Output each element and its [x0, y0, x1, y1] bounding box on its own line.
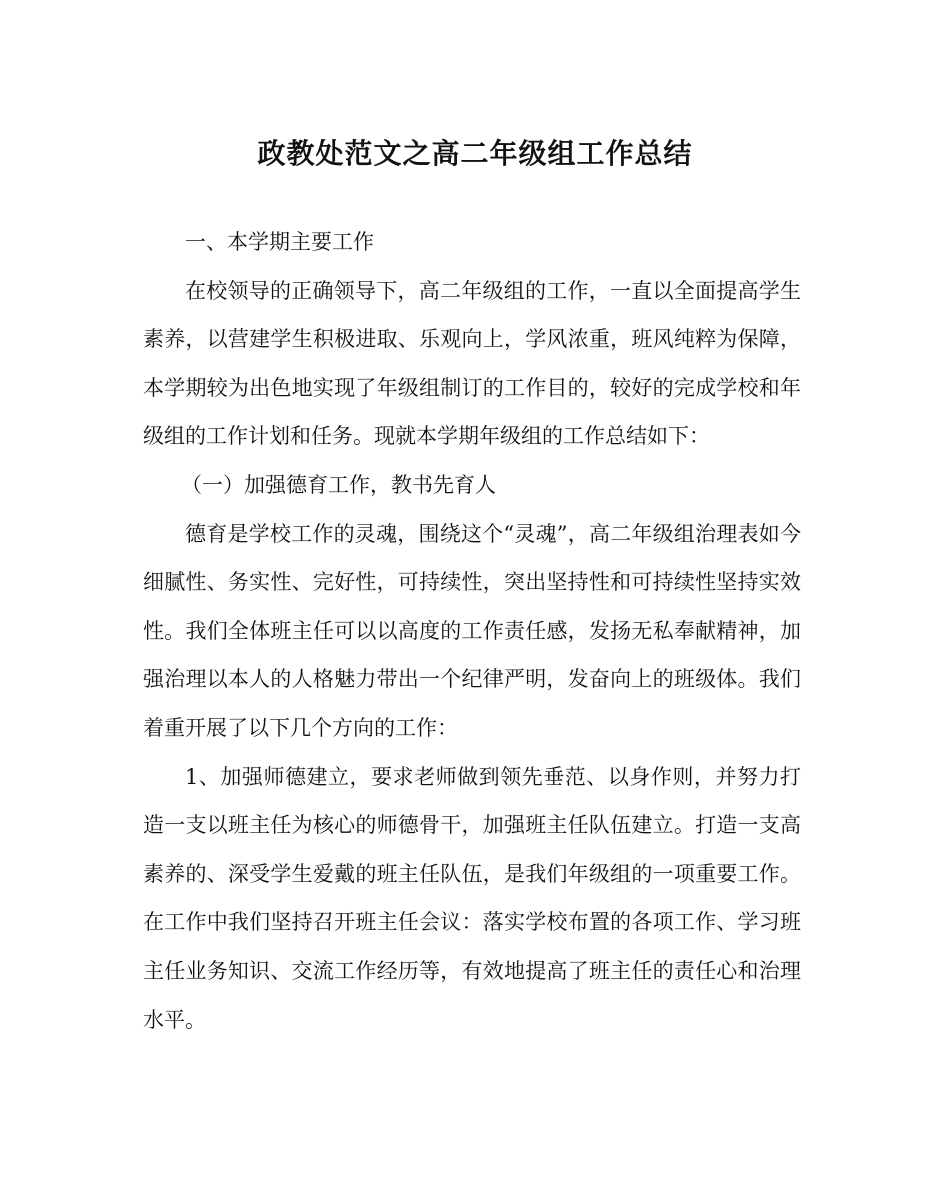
section-heading: 一、本学期主要工作: [185, 230, 374, 254]
paragraph-teacher-ethics: 1、加强师德建立，要求老师做到领先垂范、以身作则，并努力打造一支以班主任为核心的师德骨干，加强班主任队伍建立。打造一支高素养的、深受学生爱戴的班主任队伍，是我们年级组的一项重要工作。在工作中我们坚持召开班主任会议：落实学校布置的各项工作、学习班主任业务知识、交流工作经历等，有效地提高了班主任的责任心和治理水平。: [143, 764, 801, 1032]
paragraph-moral-education: 德育是学校工作的灵魂，围绕这个“灵魂”，高二年级组治理表如今细腻性、务实性、完好性，可持续性，突出坚持性和可持续性坚持实效性。我们全体班主任可以以高度的工作责任感，发扬无私奉献精神，加强治理以本人的人格魅力带出一个纪律严明，发奋向上的班级体。我们着重开展了以下几个方向的工作：: [143, 521, 801, 740]
paragraph-intro: 在校领导的正确领导下，高二年级组的工作，一直以全面提高学生素养，以营建学生积极进取、乐观向上，学风浓重，班风纯粹为保障，本学期较为出色地实现了年级组制订的工作目的，较好的完成学校和年级组的工作计划和任务。现就本学期年级组的工作总结如下：: [143, 278, 801, 449]
document-title: 政教处范文之高二年级组工作总结: [257, 137, 693, 170]
document-body: [143, 218, 801, 1044]
subsection-heading: （一）加强德育工作，教书先育人: [181, 472, 496, 497]
